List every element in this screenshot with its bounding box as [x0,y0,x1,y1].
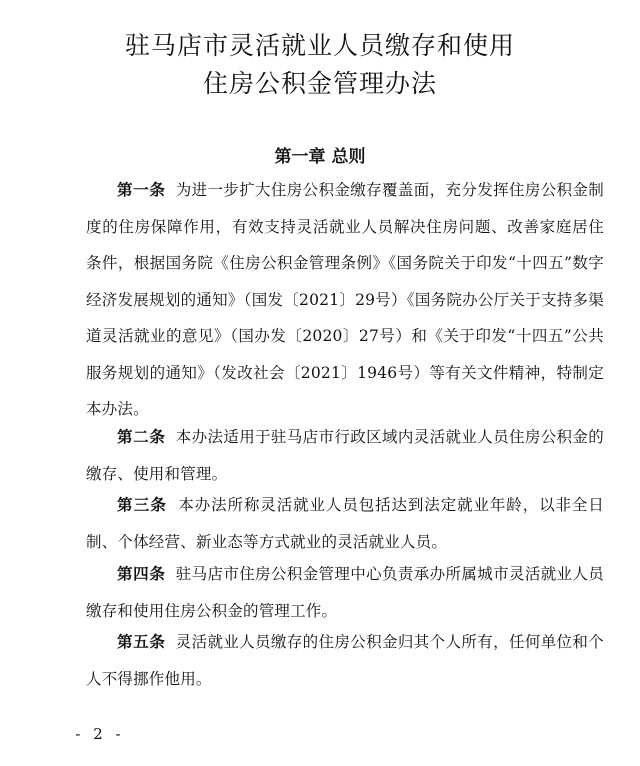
article-label: 第三条 [117,496,168,514]
article-text: 本办法所称灵活就业人员包括达到法定就业年龄，以非全日制、个体经营、新业态等方式就业的灵活就业人员。 [86,496,604,551]
article-1 [86,172,604,428]
article-label: 第五条 [117,633,166,651]
article-5 [86,624,604,697]
document-title-line-1: 驻马店市灵活就业人员缴存和使用 [124,31,515,60]
page-number: - 2 - [75,725,125,743]
article-text: 为进一步扩大住房公积金缴存覆盖面，充分发挥住房公积金制度的住房保障作用，有效支持灵活就业人员解决住房问题、改善家庭居住条件，根据国务院《住房公积金管理条例》《国务院关于印发“十四五”数字经济发展规划的通知》（国发〔2021〕29号）《国务院办公厅关于支持多渠道灵活就业的意见》（国办发〔2020〕27号）和《关于印发“十四五”公共服务规划的通知》（发改社会〔2021〕1946号）等有关文件精神，特制定本办法。 [86,181,604,418]
article-text: 驻马店市住房公积金管理中心负责承办所属城市灵活就业人员缴存和使用住房公积金的管理工作。 [86,565,604,620]
article-label: 第二条 [117,428,166,446]
article-label: 第一条 [117,181,166,199]
article-text: 本办法适用于驻马店市行政区域内灵活就业人员住房公积金的缴存、使用和管理。 [86,428,604,483]
article-4 [86,556,604,629]
article-3 [86,487,604,560]
article-2 [86,419,604,492]
chapter-heading: 第一章 总则 [274,147,366,167]
article-label: 第四条 [117,565,166,583]
article-text: 灵活就业人员缴存的住房公积金归其个人所有，任何单位和个人不得挪作他用。 [86,633,604,688]
document-title-line-2: 住房公积金管理办法 [202,69,437,98]
